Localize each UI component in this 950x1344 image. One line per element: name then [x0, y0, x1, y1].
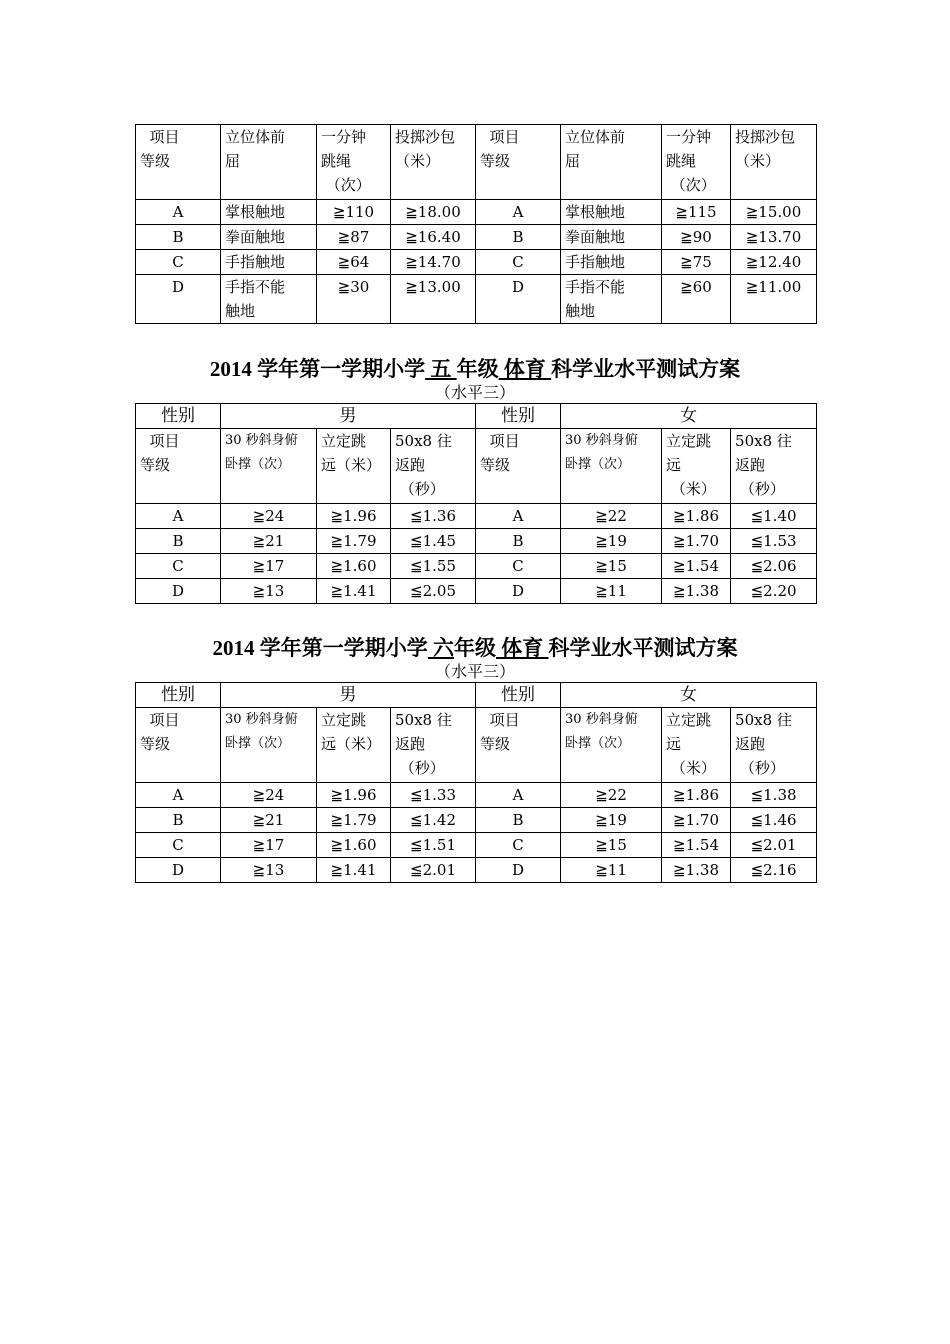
cell-value: ≧1.70	[662, 529, 731, 554]
cell-grade: C	[476, 833, 561, 858]
cell-value: ≧15	[561, 833, 662, 858]
table-grade5-fitness	[135, 403, 817, 604]
cell-grade: C	[136, 554, 221, 579]
cell-value: ≧24	[221, 783, 317, 808]
cell-value: ≧64	[317, 250, 391, 275]
table-row	[136, 250, 817, 275]
table-row	[136, 200, 817, 225]
cell-value: ≧1.60	[317, 833, 391, 858]
header-pushups-f: 30 秒斜身俯 卧撑（次）	[561, 429, 662, 504]
section-subtitle: （水平三）	[434, 383, 515, 402]
header-shuttle-run-f: 50x8 往 返跑 （秒）	[731, 429, 817, 504]
header-pushups-f: 30 秒斜身俯 卧撑（次）	[561, 708, 662, 783]
header-item-grade: 项目 等级	[136, 125, 221, 200]
cell-value: 手指触地	[561, 250, 662, 275]
cell-value: 掌根触地	[561, 200, 662, 225]
table-row	[136, 529, 817, 554]
table-row	[136, 783, 817, 808]
cell-value: ≧1.38	[662, 579, 731, 604]
cell-value: ≧1.70	[662, 808, 731, 833]
cell-value: ≦1.38	[731, 783, 817, 808]
gender-row	[136, 683, 817, 708]
table-row	[136, 858, 817, 883]
header-shuttle-run: 50x8 往 返跑 （秒）	[391, 708, 476, 783]
cell-grade: A	[136, 200, 221, 225]
table-row	[136, 504, 817, 529]
gender-female: 女	[561, 683, 817, 708]
cell-value: ≧1.86	[662, 504, 731, 529]
cell-grade: B	[476, 529, 561, 554]
cell-value: ≦1.42	[391, 808, 476, 833]
cell-value: ≦1.53	[731, 529, 817, 554]
gender-label: 性别	[136, 683, 221, 708]
header-item-grade-f: 项目 等级	[476, 708, 561, 783]
gender-male: 男	[221, 404, 476, 429]
cell-value: ≧1.96	[317, 504, 391, 529]
cell-value: ≧13	[221, 579, 317, 604]
cell-value: ≧1.38	[662, 858, 731, 883]
cell-grade: D	[136, 579, 221, 604]
cell-value: ≧13.00	[391, 275, 476, 324]
table-grade4-fitness	[135, 124, 817, 324]
cell-value: ≧18.00	[391, 200, 476, 225]
cell-value: ≧17	[221, 833, 317, 858]
section-subtitle: （水平三）	[434, 662, 515, 681]
cell-value: 手指触地	[221, 250, 317, 275]
gender-label: 性别	[476, 404, 561, 429]
cell-grade: D	[476, 858, 561, 883]
table-header-row	[136, 125, 817, 200]
table-row	[136, 833, 817, 858]
gender-label: 性别	[136, 404, 221, 429]
cell-value: ≧75	[662, 250, 731, 275]
table-row	[136, 275, 817, 324]
cell-value: ≧22	[561, 783, 662, 808]
table-row	[136, 554, 817, 579]
cell-value: ≧21	[221, 529, 317, 554]
cell-value: 手指不能 触地	[561, 275, 662, 324]
table-header-row	[136, 708, 817, 783]
cell-value: ≧11	[561, 858, 662, 883]
header-long-jump-f: 立定跳 远 （米）	[662, 708, 731, 783]
cell-value: ≦2.20	[731, 579, 817, 604]
header-pushups: 30 秒斜身俯 卧撑（次）	[221, 429, 317, 504]
cell-value: ≦2.16	[731, 858, 817, 883]
cell-grade: C	[136, 250, 221, 275]
cell-grade: A	[476, 200, 561, 225]
table-header-row	[136, 429, 817, 504]
gender-label: 性别	[476, 683, 561, 708]
header-pushups: 30 秒斜身俯 卧撑（次）	[221, 708, 317, 783]
header-shuttle-run-f: 50x8 往 返跑 （秒）	[731, 708, 817, 783]
header-item-grade-f: 项目 等级	[476, 125, 561, 200]
header-sit-reach-f: 立位体前 屈	[561, 125, 662, 200]
cell-value: ≧15.00	[731, 200, 817, 225]
gender-female: 女	[561, 404, 817, 429]
section-title-grade6: 2014 学年第一学期小学 六年级 体育 科学业水平测试方案	[212, 636, 738, 660]
cell-value: ≦2.01	[391, 858, 476, 883]
cell-value: ≧1.41	[317, 858, 391, 883]
cell-value: ≧1.41	[317, 579, 391, 604]
cell-grade: B	[136, 225, 221, 250]
cell-value: ≦1.55	[391, 554, 476, 579]
cell-value: ≧1.86	[662, 783, 731, 808]
section-title-grade5: 2014 学年第一学期小学 五 年级 体育 科学业水平测试方案	[209, 357, 741, 381]
cell-value: ≦1.40	[731, 504, 817, 529]
cell-grade: D	[136, 275, 221, 324]
cell-grade: B	[476, 808, 561, 833]
cell-value: ≦1.33	[391, 783, 476, 808]
cell-grade: B	[136, 529, 221, 554]
cell-value: ≧110	[317, 200, 391, 225]
cell-value: ≦2.01	[731, 833, 817, 858]
cell-value: ≧90	[662, 225, 731, 250]
cell-grade: A	[476, 783, 561, 808]
cell-value: ≧1.79	[317, 808, 391, 833]
cell-value: ≧24	[221, 504, 317, 529]
table-grade6-fitness	[135, 682, 817, 883]
header-sandbag-throw: 投掷沙包 （米）	[391, 125, 476, 200]
cell-value: ≧1.54	[662, 833, 731, 858]
cell-value: ≧1.54	[662, 554, 731, 579]
header-item-grade: 项目 等级	[136, 708, 221, 783]
cell-grade: A	[136, 504, 221, 529]
cell-grade: B	[476, 225, 561, 250]
cell-value: 拳面触地	[221, 225, 317, 250]
cell-value: ≧87	[317, 225, 391, 250]
cell-grade: C	[476, 250, 561, 275]
cell-grade: D	[476, 579, 561, 604]
cell-value: ≧21	[221, 808, 317, 833]
cell-value: ≧11	[561, 579, 662, 604]
cell-grade: C	[136, 833, 221, 858]
cell-value: ≧1.60	[317, 554, 391, 579]
gender-male: 男	[221, 683, 476, 708]
cell-value: ≦1.45	[391, 529, 476, 554]
cell-value: ≦2.06	[731, 554, 817, 579]
header-long-jump: 立定跳 远（米）	[317, 429, 391, 504]
cell-grade: A	[476, 504, 561, 529]
cell-grade: B	[136, 808, 221, 833]
header-long-jump: 立定跳 远（米）	[317, 708, 391, 783]
cell-value: ≧13	[221, 858, 317, 883]
cell-value: ≧1.79	[317, 529, 391, 554]
cell-value: ≦1.51	[391, 833, 476, 858]
header-rope-skip: 一分钟 跳绳 （次）	[317, 125, 391, 200]
cell-value: ≧15	[561, 554, 662, 579]
header-shuttle-run: 50x8 往 返跑 （秒）	[391, 429, 476, 504]
cell-grade: D	[476, 275, 561, 324]
cell-value: ≧14.70	[391, 250, 476, 275]
cell-value: ≧11.00	[731, 275, 817, 324]
header-item-grade: 项目 等级	[136, 429, 221, 504]
cell-value: ≧60	[662, 275, 731, 324]
cell-grade: D	[136, 858, 221, 883]
header-item-grade-f: 项目 等级	[476, 429, 561, 504]
cell-value: 掌根触地	[221, 200, 317, 225]
cell-value: ≧16.40	[391, 225, 476, 250]
cell-value: ≧13.70	[731, 225, 817, 250]
header-long-jump-f: 立定跳 远 （米）	[662, 429, 731, 504]
cell-value: ≦1.46	[731, 808, 817, 833]
cell-value: ≦1.36	[391, 504, 476, 529]
cell-value: ≧30	[317, 275, 391, 324]
cell-value: ≧17	[221, 554, 317, 579]
cell-value: 手指不能 触地	[221, 275, 317, 324]
table-row	[136, 579, 817, 604]
table-row	[136, 225, 817, 250]
header-sandbag-throw-f: 投掷沙包 （米）	[731, 125, 817, 200]
table-row	[136, 808, 817, 833]
cell-grade: A	[136, 783, 221, 808]
cell-value: ≧12.40	[731, 250, 817, 275]
cell-value: 拳面触地	[561, 225, 662, 250]
cell-value: ≧115	[662, 200, 731, 225]
cell-value: ≦2.05	[391, 579, 476, 604]
header-rope-skip-f: 一分钟 跳绳 （次）	[662, 125, 731, 200]
cell-value: ≧19	[561, 529, 662, 554]
gender-row	[136, 404, 817, 429]
cell-value: ≧19	[561, 808, 662, 833]
cell-value: ≧22	[561, 504, 662, 529]
header-sit-reach: 立位体前 屈	[221, 125, 317, 200]
cell-grade: C	[476, 554, 561, 579]
cell-value: ≧1.96	[317, 783, 391, 808]
